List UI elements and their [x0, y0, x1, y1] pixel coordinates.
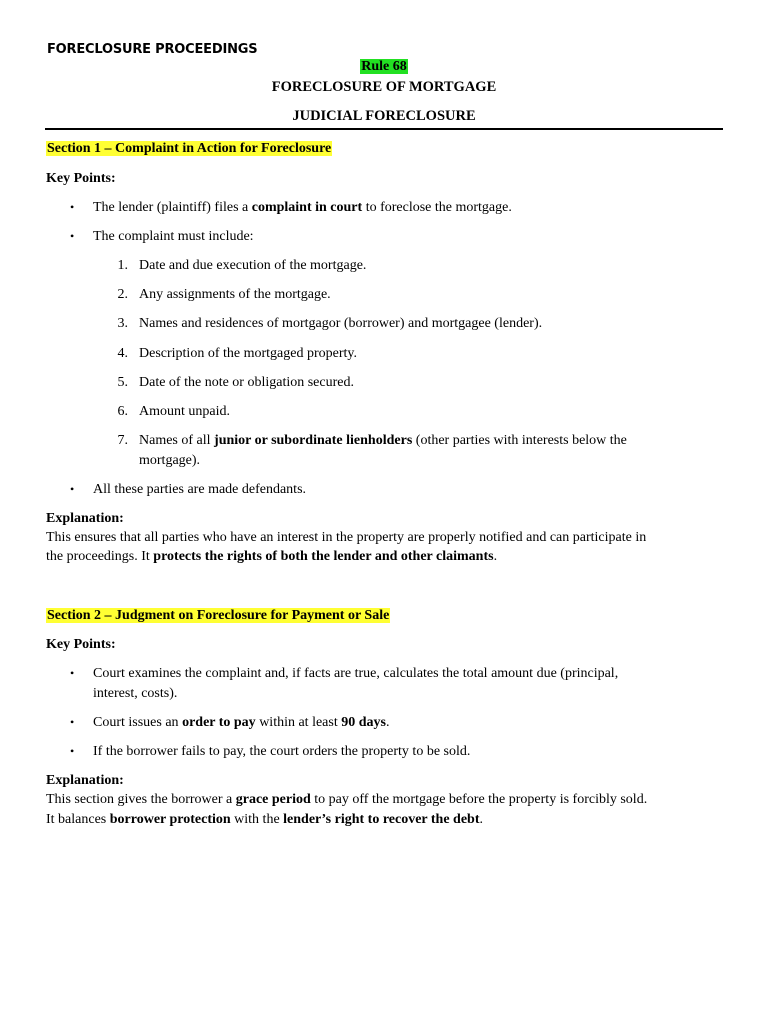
section1-key-points-label: Key Points:	[46, 171, 116, 186]
list-item: Amount unpaid.	[139, 404, 230, 419]
bullet-icon: •	[70, 200, 75, 214]
subtitle-judicial-foreclosure: JUDICIAL FORECLOSURE	[292, 108, 476, 124]
section2-bullet1: Court examines the complaint and, if facts are true, calculates the total amount due (principal,	[93, 666, 619, 681]
section1-bullet3: All these parties are made defendants.	[93, 482, 307, 497]
document-title: FORECLOSURE PROCEEDINGS	[47, 42, 258, 57]
section1-heading: Section 1 – Complaint in Action for Foreclosure	[47, 141, 332, 156]
section1-explanation-line2: the proceedings. It protects the rights of both the lender and other claimants.	[46, 549, 498, 564]
section1-bullet1: The lender (plaintiff) files a complaint in court to foreclose the mortgage.	[93, 200, 512, 215]
section2-key-points-label: Key Points:	[46, 637, 116, 652]
section1-explanation-line1: This ensures that all parties who have an interest in the property are properly notified and can participate in	[46, 530, 647, 545]
list-item: Description of the mortgaged property.	[139, 346, 357, 361]
header-divider	[45, 128, 723, 130]
subtitle-foreclosure-of-mortgage: FORECLOSURE OF MORTGAGE	[271, 79, 497, 95]
list-number: 4.	[117, 346, 128, 361]
list-item: Date of the note or obligation secured.	[139, 375, 354, 390]
list-number: 2.	[117, 287, 128, 302]
bullet-icon: •	[70, 715, 75, 729]
list-item: Names and residences of mortgagor (borrower) and mortgagee (lender).	[139, 316, 543, 331]
section2-heading: Section 2 – Judgment on Foreclosure for Payment or Sale	[47, 608, 390, 623]
section2-bullet3: If the borrower fails to pay, the court orders the property to be sold.	[93, 744, 471, 759]
list-number: 5.	[117, 375, 128, 390]
section2-bullet2: Court issues an order to pay within at least 90 days.	[93, 715, 390, 730]
list-item-continuation: mortgage).	[139, 453, 201, 468]
bullet-icon: •	[70, 229, 75, 243]
list-item: Names of all junior or subordinate lienholders (other parties with interests below the	[139, 433, 627, 448]
rule-number	[0, 59, 768, 75]
list-item: Any assignments of the mortgage.	[139, 287, 331, 302]
section1-bullet2: The complaint must include:	[93, 229, 254, 244]
section2-explanation-label: Explanation:	[46, 773, 124, 788]
list-number: 6.	[117, 404, 128, 419]
rule-highlight: Rule 68	[361, 59, 407, 74]
section2-explanation-line1: This section gives the borrower a grace period to pay off the mortgage before the property is forcibly sold.	[46, 792, 648, 807]
list-number: 7.	[117, 433, 128, 448]
bullet-icon: •	[70, 666, 75, 680]
section2-bullet1-continuation: interest, costs).	[93, 686, 178, 701]
list-item: Date and due execution of the mortgage.	[139, 258, 367, 273]
section1-explanation-label: Explanation:	[46, 511, 124, 526]
bullet-icon: •	[70, 744, 75, 758]
bullet-icon: •	[70, 482, 75, 496]
list-number: 1.	[117, 258, 128, 273]
section2-explanation-line2: It balances borrower protection with the lender’s right to recover the debt.	[46, 812, 484, 827]
list-number: 3.	[117, 316, 128, 331]
